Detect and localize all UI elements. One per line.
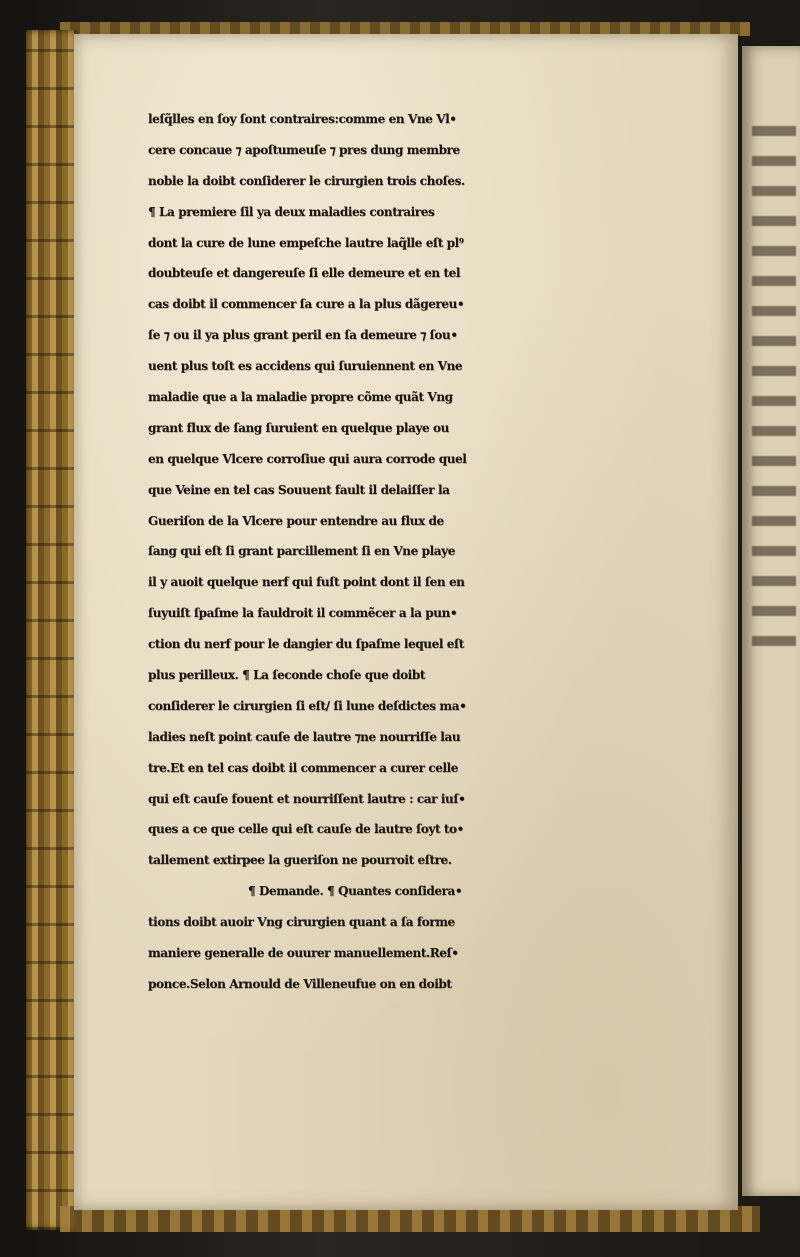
text-line: ſe ⁊ ou il ya plus grant peril en ſa demeure ⁊ ſou• bbox=[148, 328, 458, 343]
text-line: en quelque Vlcere corroſiue qui aura corrode quel bbox=[148, 451, 467, 466]
text-line: doubteuſe et dangereuſe ſi elle demeure et en tel bbox=[148, 266, 461, 281]
text-line: ¶ La premiere ſil ya deux maladies contraires bbox=[148, 204, 435, 219]
text-line: plus perilleux. ¶ La ſeconde choſe que doibt bbox=[148, 668, 425, 683]
text-line: leſq̃lles en ſoy ſont contraires:comme en Vne Vl• bbox=[148, 112, 457, 126]
text-line: cas doibt il commencer ſa cure a la plus dãgereu• bbox=[148, 297, 465, 312]
text-line: ſuyuiſt ſpaſme la fauldroit il commẽcer a la pun• bbox=[148, 606, 458, 621]
text-line: uent plus toſt es accidens qui ſuruiennent en Vne bbox=[148, 359, 463, 374]
text-line: maladie que a la maladie propre cõme quãt Vng bbox=[148, 390, 453, 405]
text-line: maniere generalle de ouurer manuellement.Reſ• bbox=[148, 946, 459, 961]
text-line: grant flux de ſang ſuruient en quelque playe ou bbox=[148, 420, 449, 435]
text-line: ladies neſt point cauſe de lautre ⁊ne nourriſſe lau bbox=[148, 729, 461, 744]
text-line: ques a ce que celle qui eſt cauſe de lautre ſoyt to• bbox=[148, 822, 464, 837]
page-text bbox=[148, 104, 738, 1000]
facing-page-edge bbox=[742, 46, 800, 1196]
text-line: noble la doibt conſiderer le cirurgien trois choſes. bbox=[148, 173, 465, 188]
text-line: dont la cure de lune empeſche lautre laq̃lle eſt pl⁹ bbox=[148, 235, 464, 250]
book-binding bbox=[26, 30, 78, 1230]
text-line: ſang qui eſt ſi grant parcillement ſi en Vne playe bbox=[148, 544, 455, 559]
text-line: que Veine en tel cas Souuent fault il delaiſſer la bbox=[148, 482, 450, 497]
text-line: conſiderer le cirurgien ſi eſt/ ſi lune deſdictes ma• bbox=[148, 698, 467, 713]
text-line: tallement extirpee la gueriſon ne pourroit eſtre. bbox=[148, 853, 452, 868]
text-line: tre.Et en tel cas doibt il commencer a curer celle bbox=[148, 760, 459, 775]
text-line: tions doibt auoir Vng cirurgien quant a ſa forme bbox=[148, 915, 455, 930]
text-line: ponce.Selon Arnould de Villeneufue on en doibt bbox=[148, 976, 452, 991]
text-line: Gueriſon de la Vlcere pour entendre au flux de bbox=[148, 513, 444, 528]
text-line: ¶ Demande. ¶ Quantes conſidera• bbox=[248, 884, 463, 899]
facing-page-text bbox=[752, 106, 796, 646]
text-line: cere concaue ⁊ apoſtumeuſe ⁊ pres dung membre bbox=[148, 142, 460, 157]
text-line: qui eſt cauſe fouent et nourriſſent lautre : car iuſ• bbox=[148, 791, 466, 806]
text-line: ction du nerf pour le dangier du ſpaſme lequel eſt bbox=[148, 637, 464, 652]
text-line: il y auoit quelque nerf qui fuſt point dont il ſen en bbox=[148, 575, 465, 590]
